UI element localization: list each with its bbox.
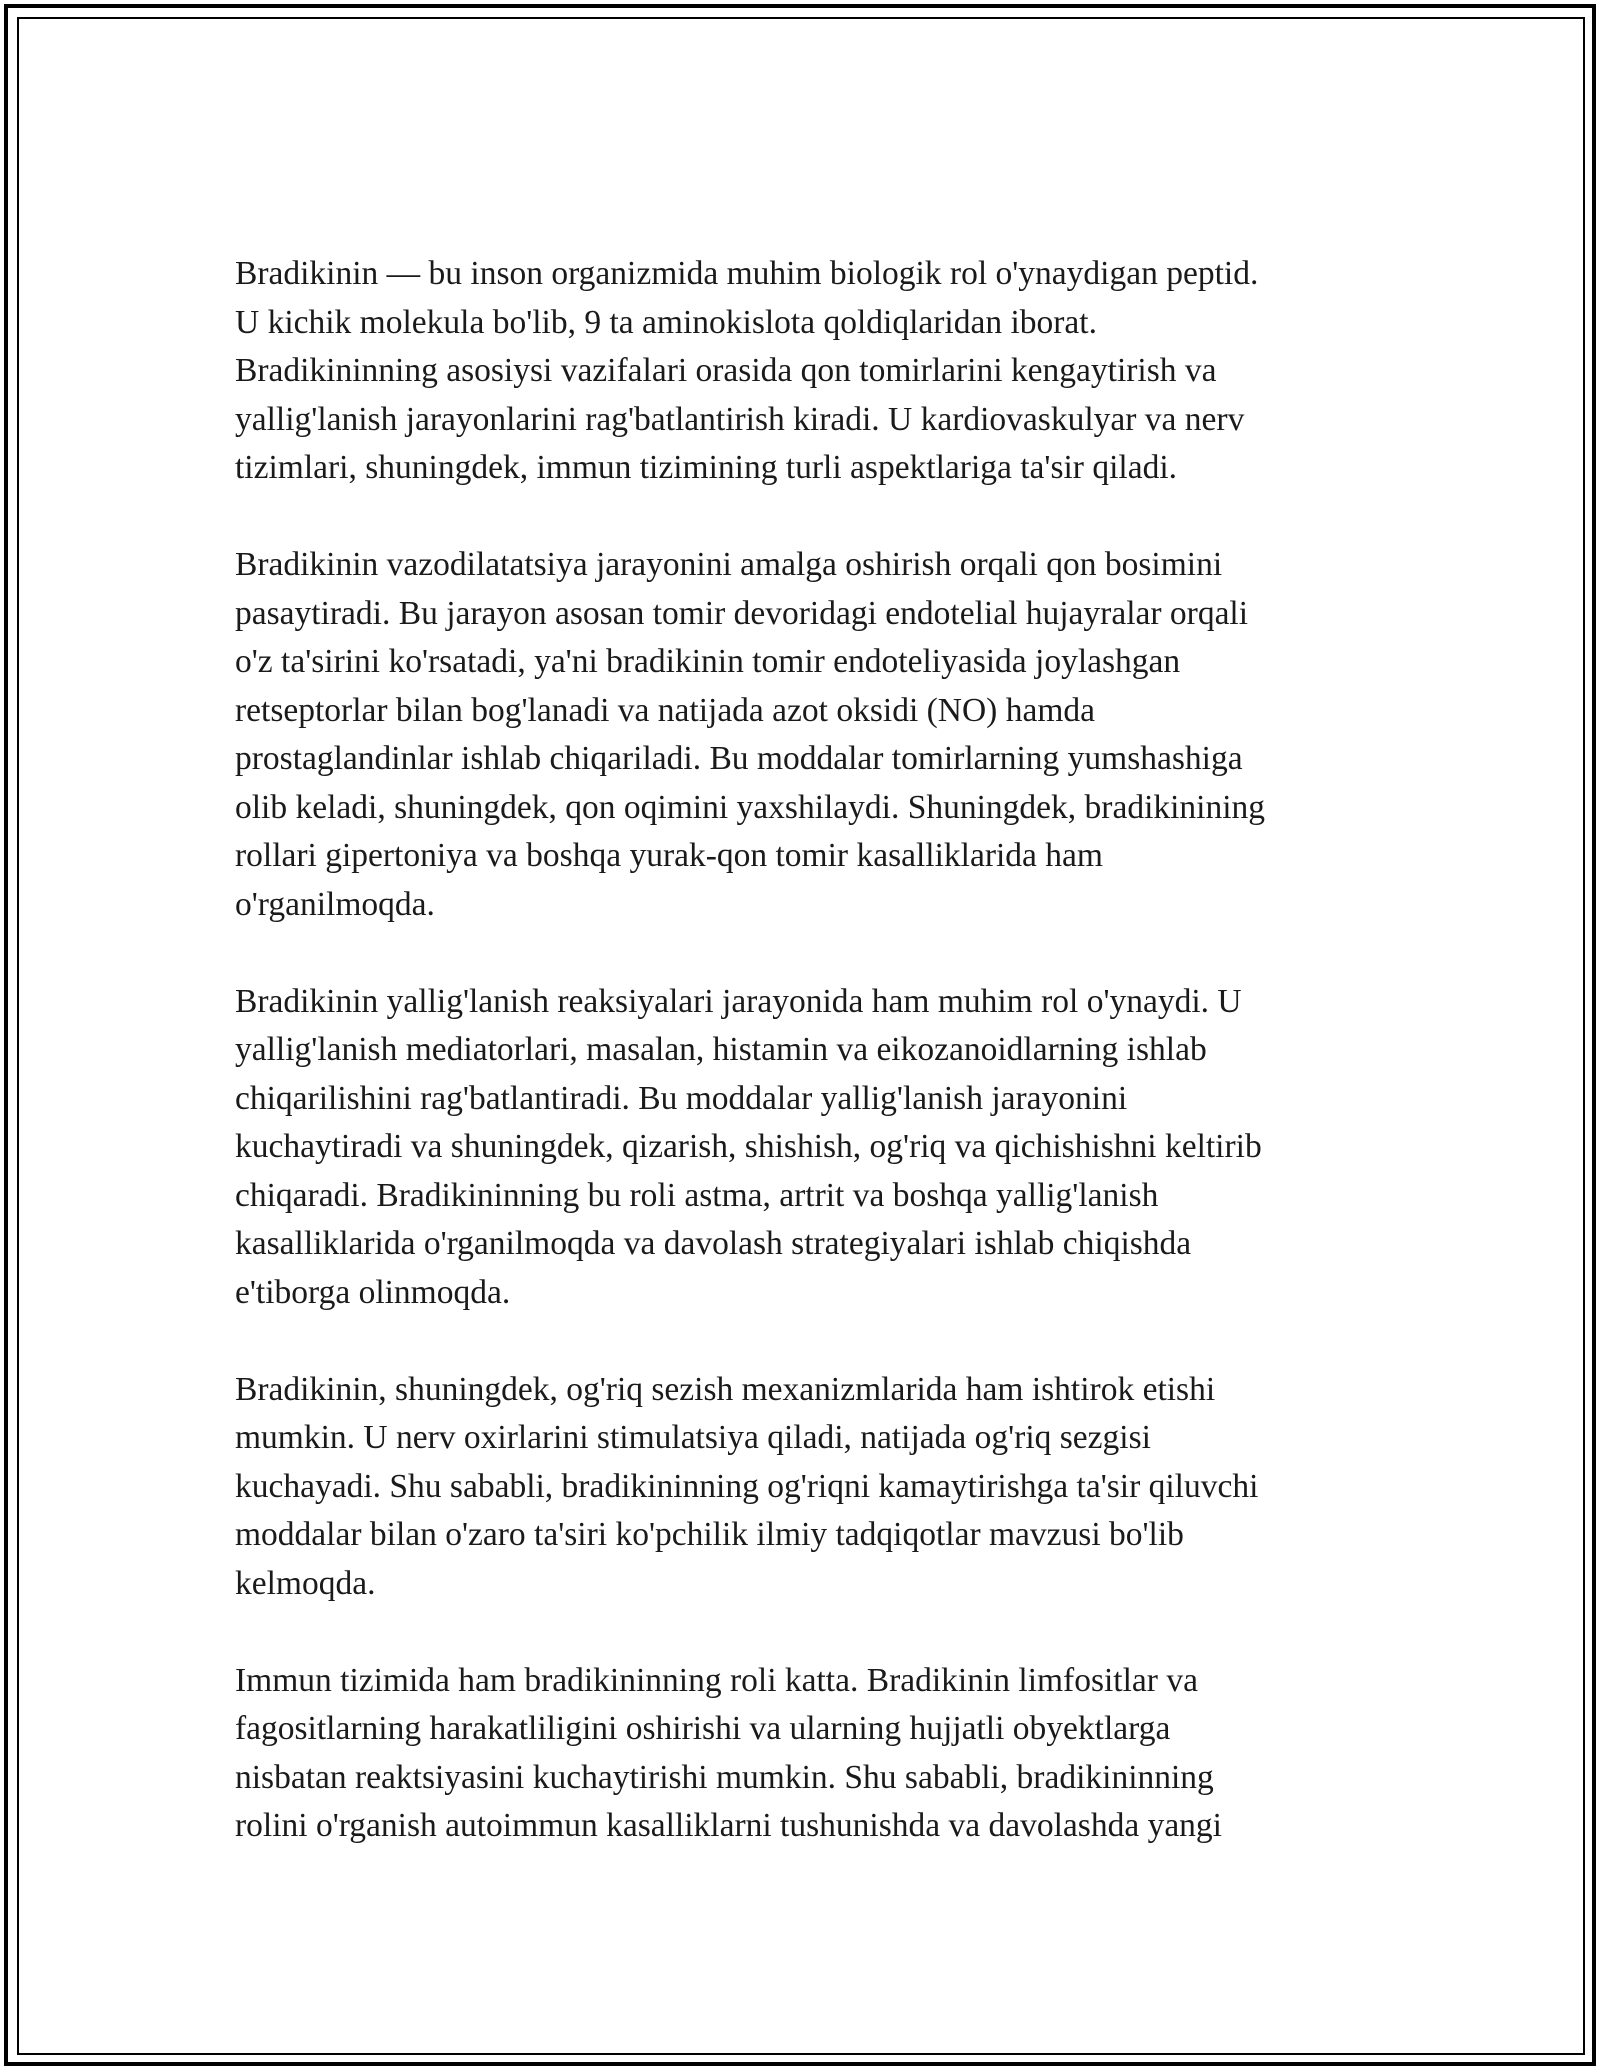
text-line: kelmoqda. — [235, 1564, 376, 1602]
text-line: o'z ta'sirini ko'rsatadi, ya'ni bradikinin tomir endoteliyasida joylashgan — [235, 643, 1181, 680]
text-line: Bradikinin, shuningdek, og'riq sezish mexanizmlarida ham ishtirok etishi — [235, 1370, 1216, 1408]
text-line: moddalar bilan o'zaro ta'siri ko'pchilik ilmiy tadqiqotlar mavzusi bo'lib — [235, 1516, 1184, 1553]
text-line: e'tiborga olinmoqda. — [235, 1273, 511, 1311]
paragraph-1 — [235, 250, 1415, 493]
text-line: yallig'lanish mediatorlari, masalan, histamin va eikozanoidlarning ishlab — [235, 1031, 1207, 1068]
text-line: kuchaytiradi va shuningdek, qizarish, shishish, og'riq va qichishishni keltirib — [235, 1128, 1262, 1165]
text-line: Bradikinin yallig'lanish reaksiyalari jarayonida ham muhim rol o'ynaydi. U — [235, 982, 1242, 1020]
text-line: tizimlari, shuningdek, immun tizimining turli aspektlariga ta'sir qiladi. — [235, 449, 1178, 486]
text-line: nisbatan reaktsiyasini kuchaytirishi mumkin. Shu sababli, bradikininning — [235, 1758, 1214, 1796]
text-line: kuchayadi. Shu sababli, bradikininning og'riqni kamaytirishga ta'sir qiluvchi — [235, 1467, 1259, 1505]
text-line: Bradikinin — bu inson organizmida muhim biologik rol o'ynaydigan peptid. — [235, 255, 1259, 292]
text-line: Immun tizimida ham bradikininning roli katta. Bradikinin limfositlar va — [235, 1661, 1198, 1699]
text-line: olib keladi, shuningdek, qon oqimini yaxshilaydi. Shuningdek, bradikinining — [235, 788, 1266, 826]
text-line: retseptorlar bilan bog'lanadi va natijada azot oksidi (NO) hamda — [235, 691, 1095, 729]
paragraph-5 — [235, 1657, 1415, 1851]
text-line: mumkin. U nerv oxirlarini stimulatsiya qiladi, natijada og'riq sezgisi — [235, 1419, 1151, 1456]
text-line: yallig'lanish jarayonlarini rag'batlantirish kiradi. U kardiovaskulyar va nerv — [235, 400, 1245, 438]
text-line: rollari gipertoniya va boshqa yurak-qon tomir kasalliklarida ham — [235, 837, 1103, 874]
paragraph-3 — [235, 978, 1415, 1318]
text-line: fagositlarning harakatliligini oshirishi va ularning hujjatli obyektlarga — [235, 1710, 1171, 1747]
text-line: rolini o'rganish autoimmun kasalliklarni tushunishda va davolashda yangi — [235, 1807, 1222, 1844]
text-line: U kichik molekula bo'lib, 9 ta aminokislota qoldiqlaridan iborat. — [235, 303, 1097, 341]
text-line: kasalliklarida o'rganilmoqda va davolash strategiyalari ishlab chiqishda — [235, 1225, 1192, 1262]
document-body — [235, 250, 1415, 1899]
paragraph-4 — [235, 1366, 1415, 1609]
text-line: prostaglandinlar ishlab chiqariladi. Bu moddalar tomirlarning yumshashiga — [235, 740, 1243, 777]
text-line: pasaytiradi. Bu jarayon asosan tomir devoridagi endotelial hujayralar orqali — [235, 594, 1249, 632]
paragraph-2 — [235, 541, 1415, 929]
text-line: o'rganilmoqda. — [235, 885, 435, 923]
text-line: chiqarilishini rag'batlantiradi. Bu moddalar yallig'lanish jarayonini — [235, 1079, 1128, 1117]
text-line: Bradikinin vazodilatatsiya jarayonini amalga oshirish orqali qon bosimini — [235, 546, 1223, 583]
text-line: chiqaradi. Bradikininning bu roli astma, artrit va boshqa yallig'lanish — [235, 1176, 1159, 1214]
text-line: Bradikininning asosiysi vazifalari orasida qon tomirlarini kengaytirish va — [235, 352, 1217, 389]
